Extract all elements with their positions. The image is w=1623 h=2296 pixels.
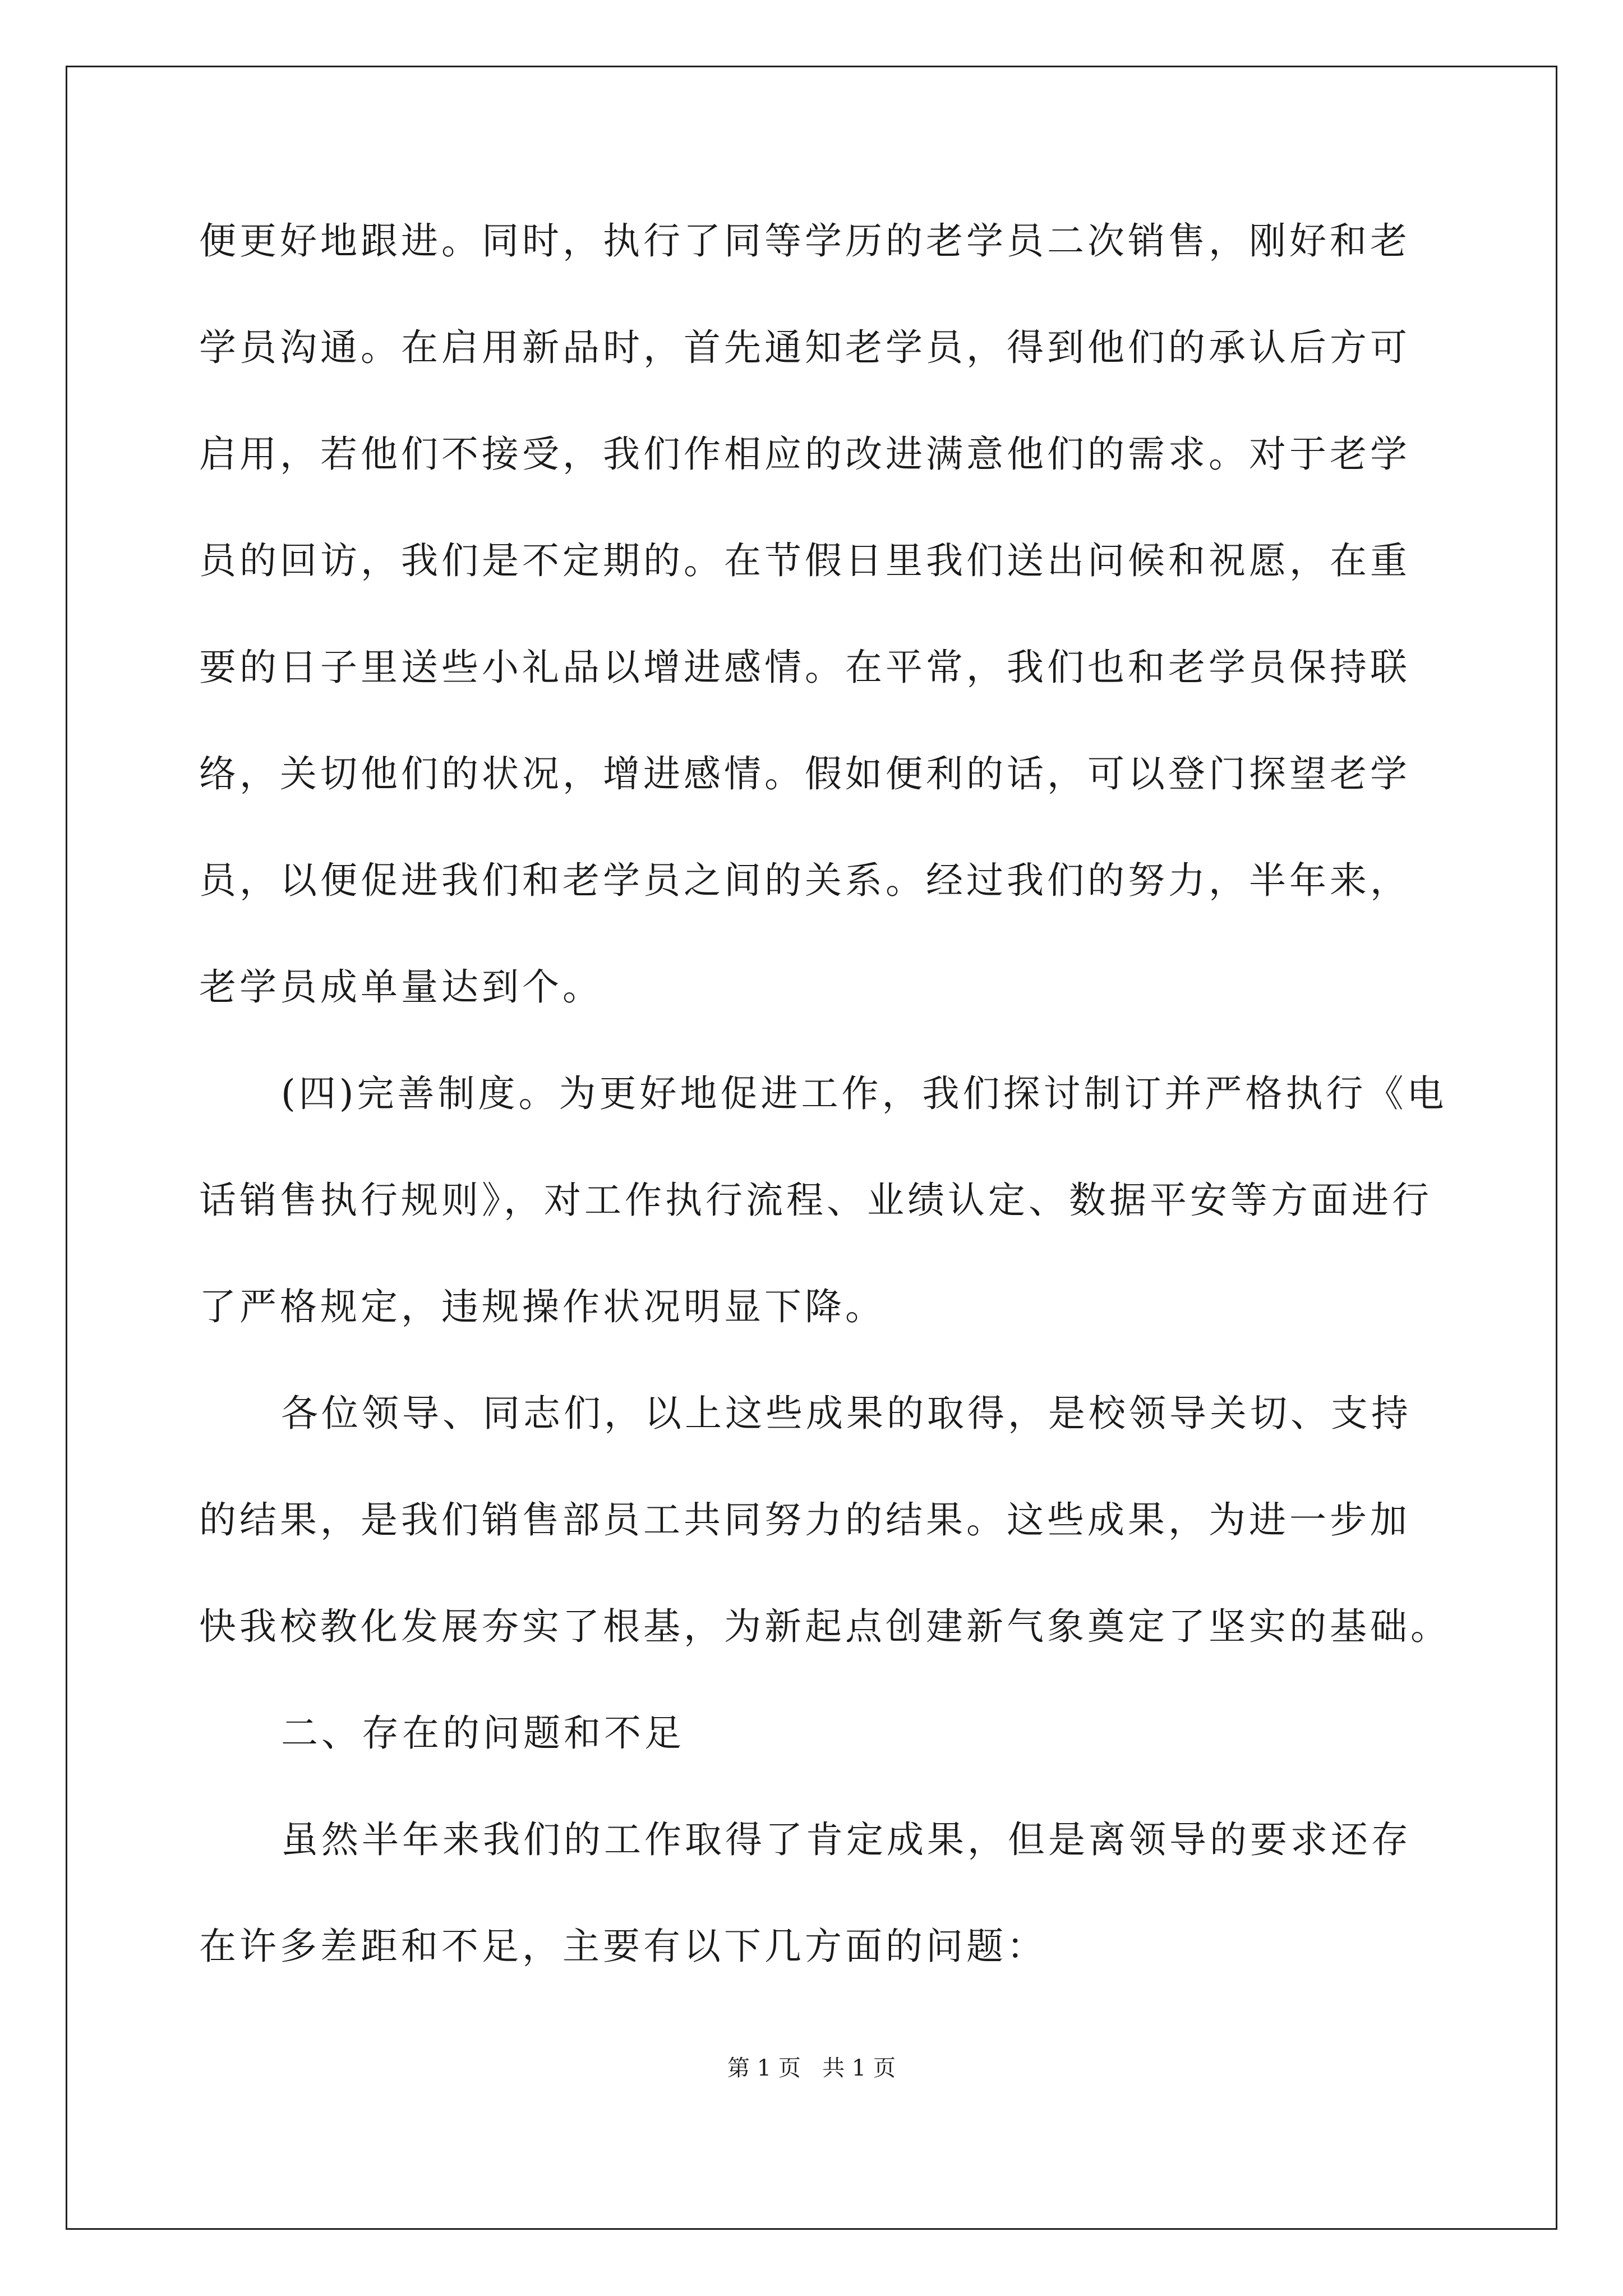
text-line: 要的日子里送些小礼品以增进感情。在平常，我们也和老学员保持联 bbox=[199, 646, 1410, 689]
paragraph-start-line: 各位领导、同志们，以上这些成果的取得，是校领导关切、支持 bbox=[281, 1392, 1412, 1435]
text-line: 在许多差距和不足，主要有以下几方面的问题： bbox=[199, 1925, 1047, 1968]
text-line: 了严格规定，违规操作状况明显下降。 bbox=[199, 1285, 886, 1328]
text-line: 便更好地跟进。同时，执行了同等学历的老学员二次销售，刚好和老 bbox=[199, 219, 1410, 263]
text-line: 快我校教化发展夯实了根基，为新起点创建新气象奠定了坚实的基础。 bbox=[199, 1605, 1451, 1648]
text-line: 启用，若他们不接受，我们作相应的改进满意他们的需求。对于老学 bbox=[199, 432, 1410, 476]
paragraph-start-line: 虽然半年来我们的工作取得了肯定成果，但是离领导的要求还存 bbox=[281, 1818, 1412, 1861]
text-line: 的结果，是我们销售部员工共同努力的结果。这些成果，为进一步加 bbox=[199, 1498, 1410, 1542]
text-line: 员，以便促进我们和老学员之间的关系。经过我们的努力，半年来， bbox=[199, 859, 1410, 902]
page-number-footer: 第 1 页 共 1 页 bbox=[727, 2055, 896, 2081]
text-line: 员的回访，我们是不定期的。在节假日里我们送出问候和祝愿，在重 bbox=[199, 539, 1410, 582]
text-line: 老学员成单量达到个。 bbox=[199, 965, 603, 1009]
document-body bbox=[199, 212, 1451, 2024]
text-line: 话销售执行规则》，对工作执行流程、业绩认定、数据平安等方面进行 bbox=[199, 1179, 1432, 1222]
section-heading: 二、存在的问题和不足 bbox=[281, 1711, 685, 1755]
paragraph-start-line: (四)完善制度。为更好地促进工作，我们探讨制订并严格执行《电 bbox=[281, 1072, 1447, 1115]
text-line: 络，关切他们的状况，增进感情。假如便利的话，可以登门探望老学 bbox=[199, 752, 1410, 795]
text-line: 学员沟通。在启用新品时，首先通知老学员，得到他们的承认后方可 bbox=[199, 326, 1410, 369]
